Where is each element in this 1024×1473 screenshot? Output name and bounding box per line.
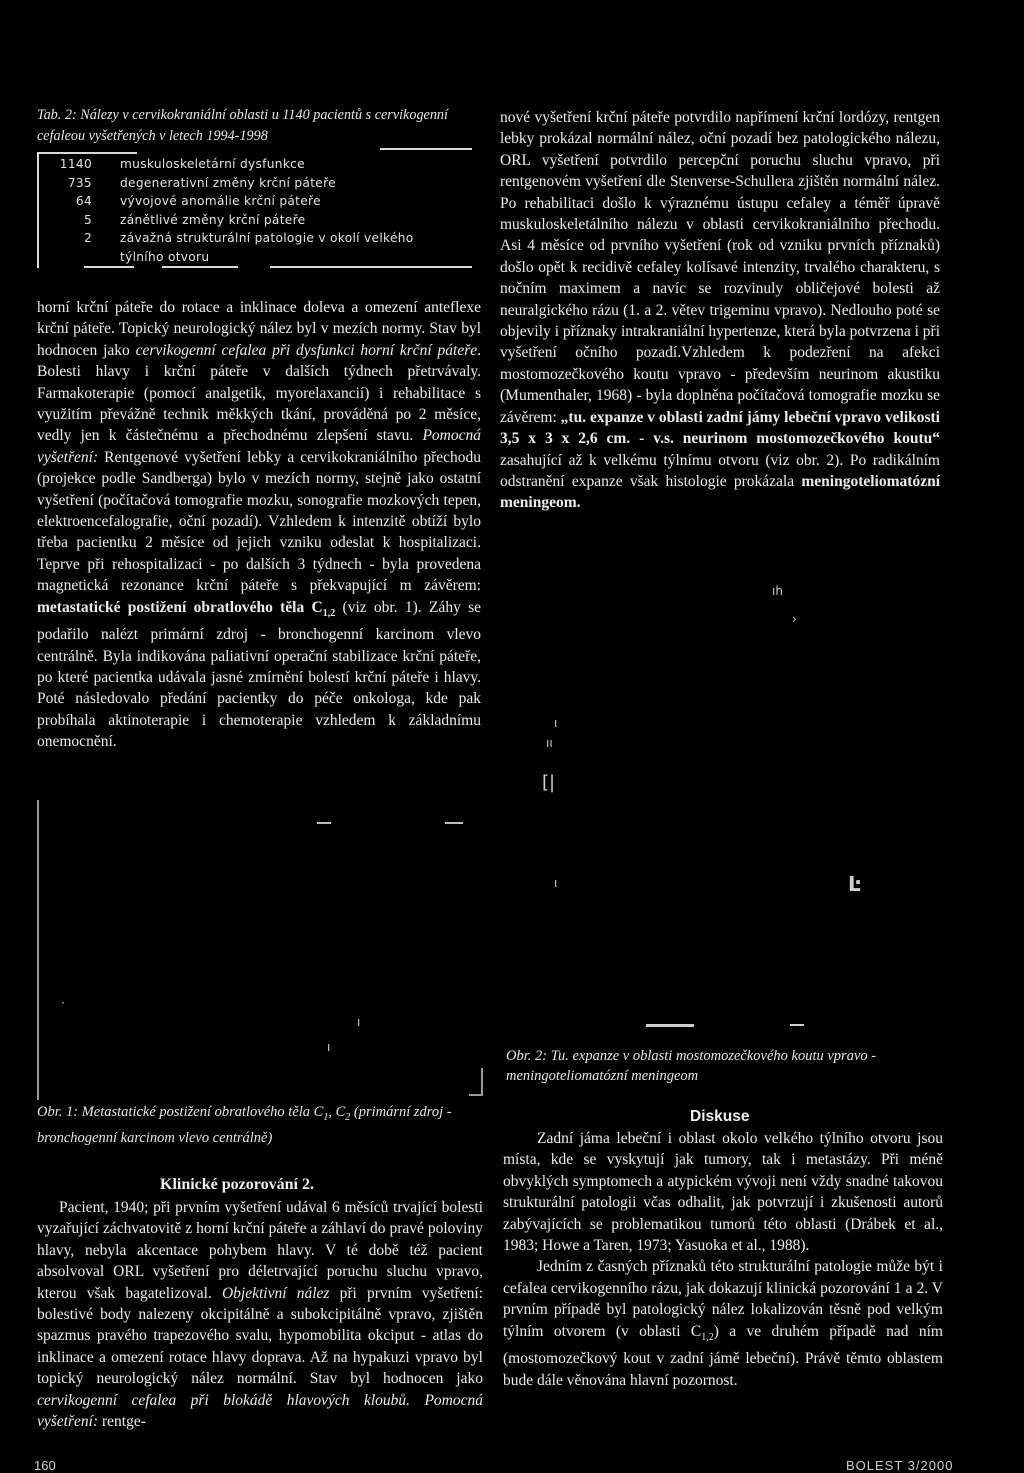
case2-ct-result: „tu. expanze v oblasti zadní jámy lebeční vpravo velikosti 3,5 x 3 x 2,6 cm. - v.s. neurinom mostomozečkového koutu“ (500, 408, 940, 448)
case2-text (37, 1197, 483, 1432)
case1-finding: metastatické postižení obratlového těla C (37, 598, 323, 616)
table-bottom-rule-b (162, 266, 238, 268)
table-top-rule (380, 148, 472, 150)
table-row: 735 degenerativní změny krční páteře (67, 175, 336, 190)
case1-text-3: Rentgenové vyšetření lebky a cervikokraniálního přechodu (projekce podle Sandberga) bylo v mezích normy, stejně jako ostatní vyšetření (počítačová tomografie mozku, sonografie mozkových tepen, elektroencefalografie, oční pozadí). Vzhledem k intenzitě obtíží bylo třeba pacientku 2 měsíce od jejich vzniku odeslat k hospitalizaci. Teprve při rehospitalizaci - po dalších 3 týdnech - byla provedena magnetická rezonance krční páteře s překvapující m závěrem: (37, 448, 481, 595)
figure-2-speck: [| (542, 772, 556, 793)
case1-diagnosis: cervikogenní cefalea při dysfunkci horní krční páteře (135, 341, 478, 359)
figure-1-speck: · (61, 996, 65, 1010)
case2-text-3: rentge- (101, 1413, 146, 1431)
figure-1-caption-text: Obr. 1: Metastatické postižení obratlového těla C (37, 1104, 324, 1120)
table-row: 5 zánětlivé změny krční páteře (83, 212, 306, 227)
journal-footer: BOLEST 3/2000 (846, 1458, 954, 1473)
figure-1-frame-left (37, 800, 39, 1100)
figure-1-tick (317, 822, 331, 824)
table-left-rule (37, 152, 39, 268)
figure-1-frame-right (481, 1068, 483, 1096)
discussion-text (503, 1128, 943, 1391)
table-caption-text: Nálezy v cervikokraniální oblasti u 1140 pacientů s cervikogenní cefaleou vyšetřených v letech 1994-1998 (37, 107, 448, 144)
figure-2-tick (646, 1024, 694, 1027)
figure-2-speck: Ŀ (848, 872, 861, 896)
figure-1-speck: ı (357, 1015, 361, 1029)
case1-text-2: . Bolesti hlavy i krční páteře v dalších týdnech přetrvávaly. Farmakoterapie (pomocí analgetik, myorelaxancií) i rehabilitace s využitím převážně technik měkkých tkání, prováděná po 2 měsíce, vedly jen k částečnému a přechodnému zlepšení stavu. (37, 341, 482, 445)
page-number: 160 (34, 1458, 56, 1473)
figure-1-frame-bottom (469, 1094, 481, 1096)
table-caption (37, 105, 482, 146)
figure-2-image (498, 560, 958, 1040)
case1-text-4: (viz obr. 1). Záhy se podařilo nalézt primární zdroj - bronchogenní karcinom vlevo centrálně. Byla indikována paliativní operační stabilizace krční páteře, po které pacientka udávala jasné zmírnění bolestí krční páteře i hlavy. Poté následovalo předání pacientky do péče onkologa, kde pak probíhala aktinoterapie i chemoterapie vzhledem k základnímu onemocnění. (37, 598, 482, 751)
figure-1-image (37, 800, 483, 1100)
discussion-paragraph-1: Zadní jáma lebeční i oblast okolo velkého týlního otvoru jsou místa, kde se vyskytují jak tumory, tak i metastázy. Při méně obvyklých symptomech a atypickém vývoji není vždy snadné takovou strukturální patologii včas odhalit, jak potvrzují i zkušenosti autorů zabývajících se problematikou tumorů této oblasti (Drábek et al., 1983; Howe a Taren, 1973; Yasuoka et al., 1988). (503, 1130, 943, 1255)
table-caption-label: Tab. 2: (37, 107, 77, 123)
case2-text-1: Pacient, 1940; při prvním vyšetření udával 6 měsíců trvající bolesti vyzařující záchvatovitě z horní krční páteře a záhlaví do pravé poloviny hlavy, nebyla akcentace pohybem hlavy. V té době též pacient absolvoval ORL vyšetření pro déletrvající poruchu sluchu vpravo, kterou však bagatelizoval. (37, 1199, 483, 1302)
case1-text-1: horní krční páteře do rotace a inklinace doleva a omezení anteflexe krční páteře. Topický neurologický nález byl v mezích normy. Stav byl hodnocen jako (37, 299, 481, 359)
figure-2-speck: › (792, 612, 797, 626)
figure-1-caption-end: (primární zdroj - bronchogenní karcinom vlevo centrálně) (37, 1104, 452, 1146)
case2-exam-label: Pomocná vyšetření: (37, 1391, 483, 1431)
table-row: týlního otvoru (120, 249, 210, 264)
case2-text-2: při prvním vyšetření: bolestivé body nalezeny okcipitálně a subokcipitálně vpravo, zjištěn spazmus pravého trapezového svalu, hypomobilita okciput - atlas do inklinace a omezení rotace hlavy doprava. Až na hypakuzi vpravo byl topický neurologický nález normální. Stav byl hodnocen jako (37, 1284, 484, 1388)
figure-1-tick-2 (445, 822, 463, 824)
table-bottom-rule-a (84, 266, 134, 268)
discussion-heading: Diskuse (690, 1108, 750, 1125)
table-row: 64 vývojové anomálie krční páteře (75, 194, 321, 209)
figure-1-caption: Obr. 1: Metastatické postižení obratlového těla $C_1$, $C_2$ (primární zdroj - bronchogenní karcinom vlevo centrálně) (37, 1104, 452, 1146)
case2-histology: meningoteliomatózní meningeom. (500, 472, 940, 512)
case2-cont-text-1: nové vyšetření krční páteře potvrdilo napřímení krční lordózy, rentgen lebky prokázal normální nález, oční pozadí bez patologického nálezu, ORL vyšetření potvrdilo percepční poruchu sluchu vpravo, při rentgenovém vyšetření dle Stenverse-Schullera zjištěn normální nález. Po rehabilitaci došlo k výraznému ústupu cefaley a téměř úpravě muskuloskeletálního nálezu v oblasti cervikokraniálního přechodu. Asi 4 měsíce od prvního vyšetření (rok od vzniku prvních příznaků) došlo opět k recidivě cefaley kolísavé intenzity, trvalého charakteru, s nočním maximem a navíc se rozvinuly obličejové bolesti až neuralgického rázu (1. a 2. větev trigeminu vpravo). Nedlouho poté se objevily i příznaky intrakraniální hypertenze, která byla potvrzena i při vyšetření očního pozadí.Vzhledem k podezření na afekci mostomozečkového koutu vpravo - především neurinom akustiku (Mumenthaler, 1968) - byla doplněna počítačová tomografie mozku se závěrem: (500, 109, 940, 426)
case1-finding-sub: 1,2 (322, 607, 336, 619)
table-bottom-rule-c (270, 266, 472, 268)
figure-2-tick-2 (790, 1024, 804, 1026)
table-body (46, 155, 466, 267)
figure-2-caption: Obr. 2: Tu. expanze v oblasti mostomozečkového koutu vpravo - meningoteliomatózní meningeom (506, 1048, 877, 1084)
table-row: 2 závažná strukturální patologie v okolí velkého (83, 231, 414, 246)
case2-continuation (500, 107, 940, 514)
discussion-paragraph-2: Jedním z časných příznaků této strukturální patologie může být i cefalea cervikogenního rázu, jak dokazují klinická pozorování 1 a 2. V prvním případě byl patologický nález lokalizován těsně pod velkým týlním otvorem (v oblasti $C_{1,2}$) a ve druhém případě nad ním (mostomozečkový kout v zadní jámě lebeční). Právě těmto oblastem bude dále věnována hlavní pozornost. (503, 1258, 943, 1389)
case2-cont-text-2: zasahující až k velkému týlnímu otvoru (viz obr. 2). Po radikálním odstranění expanze však histologie prokázala (500, 451, 940, 490)
case2-heading: Klinické pozorování 2. (160, 1176, 314, 1193)
case2-diagnosis: cervikogenní cefalea při blokádě hlavových kloubů. (37, 1391, 411, 1409)
figure-2-speck: ı (554, 876, 558, 890)
figure-2-speck: ıh (772, 584, 783, 598)
table-row: 1140 muskuloskeletární dysfunkce (59, 157, 305, 171)
case1-exam-label: Pomocná vyšetření: (37, 427, 482, 466)
table-top-rule-left (37, 152, 137, 154)
figure-2-speck: ı (554, 716, 558, 730)
figure-1-speck: ı (327, 1040, 331, 1054)
case2-objective-label: Objektivní nález (221, 1284, 330, 1302)
case1-continuation (37, 297, 481, 753)
figure-2-speck: ıı (546, 736, 553, 750)
